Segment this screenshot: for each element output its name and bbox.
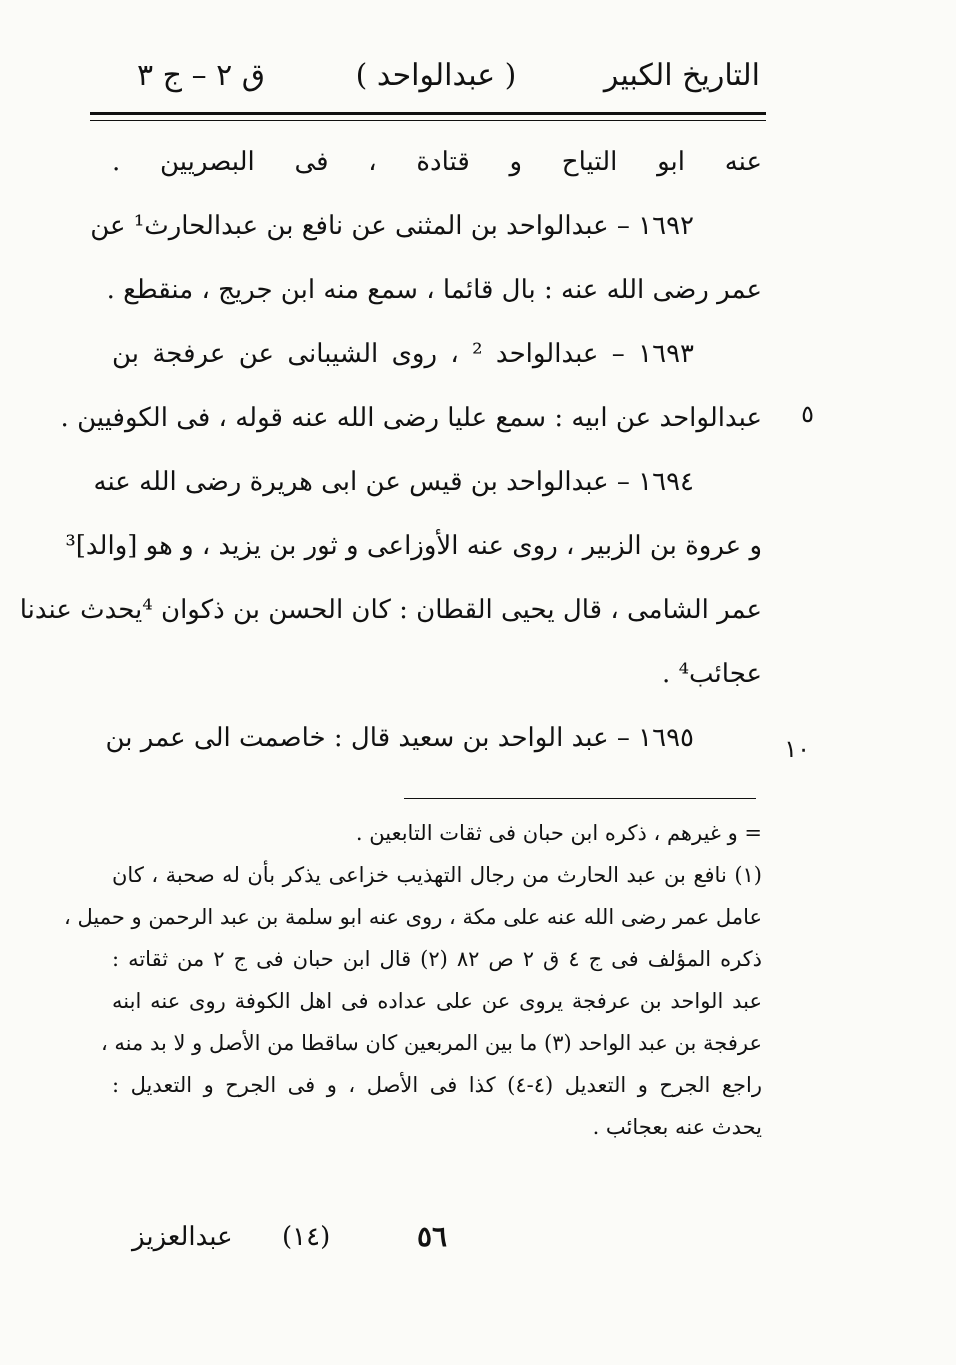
footnote-line: ذكره المؤلف فى ج ٤ ق ٢ ص ٨٢ (٢) قال ابن حبان فى ج ٢ من ثقاته : (112, 947, 763, 971)
page-footer (112, 1212, 512, 1262)
footnote-line: عرفجة بن عبد الواحد (٣) ما بين المربعين كان ساقطا من الأصل و لا بد منه ، (100, 1031, 762, 1055)
running-header (112, 48, 760, 104)
group-number: (١٤) (282, 1222, 331, 1252)
text-line: عنه ابو التياح و قتادة ، فى البصريين . (112, 147, 762, 177)
book-title: التاريخ الكبير (603, 58, 760, 93)
entry-1693: ١٦٩٣ – عبدالواحد ² ، روى الشيبانى عن عرفجة بن (112, 339, 694, 369)
footnote-line: (١) نافع بن عبد الحارث من رجال التهذيب خزاعى يذكر بأن له صحبة ، كان (112, 863, 762, 887)
footnote-line: يحدث عنه بعجائب . (592, 1115, 762, 1139)
text-line: و عروة بن الزبير ، روى عنه الأوزاعى و ثور بن يزيد ، و هو [والد]³ (65, 531, 762, 561)
line-number-5: ٥ (801, 400, 814, 428)
entry-1695: ١٦٩٥ – عبد الواحد بن سعيد قال : خاصمت الى عمر بن (105, 723, 694, 753)
footnote-line: عامل عمر رضى الله عنه على مكة ، روى عنه ابو سلمة بن عبد الرحمن و حميل ، (64, 905, 762, 929)
header-rule-thin (90, 120, 766, 121)
footnote-rule (404, 798, 756, 799)
volume-label: ق ٢ – ج ٣ (137, 58, 266, 93)
text-line: عمر رضى الله عنه : بال قائما ، سمع منه ابن جريج ، منقطع . (106, 275, 762, 305)
header-rule-thick (90, 112, 766, 115)
footnote-line: راجع الجرح و التعديل (٤-٤) كذا فى الأصل ، و فى الجرح و التعديل : (112, 1073, 762, 1097)
footnote-line: = و غيرهم ، ذكره ابن حبان فى ثقات التابعين . (355, 821, 762, 845)
entry-1694: ١٦٩٤ – عبدالواحد بن قيس عن ابى هريرة رضى الله عنه (93, 467, 694, 497)
main-text (19, 130, 762, 770)
entry-1692: ١٦٩٢ – عبدالواحد بن المثنى عن نافع بن عبدالحارث¹ عن (90, 211, 694, 241)
text-line: عمر الشامى ، قال يحيى القطان : كان الحسن بن ذكوان ⁴يحدث عندنا (19, 595, 762, 625)
page-number: ٥٦ (417, 1220, 448, 1253)
text-line: عجائب⁴ . (662, 659, 762, 689)
chapter-name: عبدالعزيز (132, 1222, 233, 1252)
section-name: ( عبدالواحد ) (355, 58, 517, 93)
footnote-line: عبد الواحد بن عرفجة يروى عن على عداده فى اهل الكوفة روى عنه ابنه (112, 989, 762, 1013)
footnotes (64, 812, 763, 1148)
line-number-10: ١٠ (784, 735, 810, 763)
text-line: عبدالواحد عن ابيه : سمع عليا رضى الله عنه قوله ، فى الكوفيين . (60, 403, 762, 433)
